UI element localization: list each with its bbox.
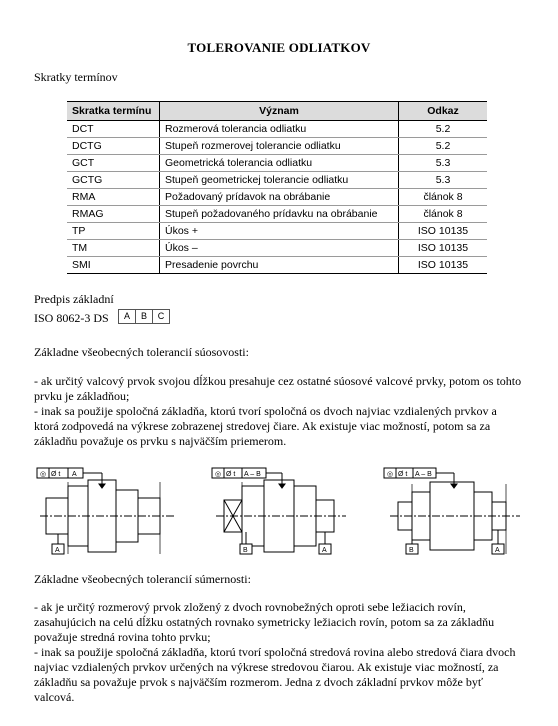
abbreviations-heading: Skratky termínov	[34, 70, 118, 84]
table-row	[67, 138, 487, 155]
term-meaning: Presadenie povrchu	[160, 257, 399, 274]
term-reference: 5.2	[399, 138, 488, 155]
table-row	[67, 121, 487, 138]
coaxiality-diagram-2	[206, 462, 356, 558]
table-row	[67, 223, 487, 240]
datum-letter: A	[119, 310, 136, 323]
abbreviations-table	[67, 101, 487, 274]
term-reference: ISO 10135	[399, 257, 488, 274]
document-title: TOLEROVANIE ODLIATKOV	[187, 40, 371, 55]
term-reference: 5.3	[399, 155, 488, 172]
term-reference: článok 8	[399, 189, 488, 206]
column-header: Význam	[160, 102, 399, 121]
datum-label: B	[243, 547, 248, 554]
coaxial-heading: Základne všeobecných tolerancií súosovosti:	[34, 345, 249, 359]
frame-symbol: ◎	[215, 471, 222, 478]
term-meaning: Požadovaný prídavok na obrábanie	[160, 189, 399, 206]
term-reference: 5.3	[399, 172, 488, 189]
datum-label: A	[495, 547, 500, 554]
term-abbreviation: RMA	[67, 189, 160, 206]
term-meaning: Stupeň rozmerovej tolerancie odliatku	[160, 138, 399, 155]
table-row	[67, 155, 487, 172]
coaxial-paragraph-2: - inak sa použije spoločná základňa, ktorú tvorí spoločná os dvoch najviac vzdialených prvkov a ktorá zodpovedá na výkrese zobrazenej stredovej čiare. Ak existuje viac možností, potom sa za základňu považuje os prvku s najväčším priemerom.	[34, 404, 497, 448]
symmetry-paragraph-1: - ak je určitý rozmerový prvok zložený z dvoch rovnobežných oproti sebe ležiacich rovín, zasahujúcich na celú dĺžku ostatných rovnako symetricky ležiacich rovín, potom sa za základňu považuje stredná rovina tohto prvku;	[34, 600, 495, 644]
spec-heading: Predpis základní	[34, 292, 114, 306]
coaxiality-diagram-3	[376, 462, 526, 558]
table-row	[67, 172, 487, 189]
frame-datum: A	[72, 471, 77, 478]
frame-tolerance: Ø t	[226, 471, 236, 478]
frame-tolerance: Ø t	[51, 471, 61, 478]
frame-symbol: ◎	[40, 471, 47, 478]
table-row	[67, 240, 487, 257]
term-meaning: Geometrická tolerancia odliatku	[160, 155, 399, 172]
term-reference: ISO 10135	[399, 223, 488, 240]
term-meaning: Úkos –	[160, 240, 399, 257]
table-row	[67, 189, 487, 206]
term-reference: 5.2	[399, 121, 488, 138]
term-abbreviation: TM	[67, 240, 160, 257]
coaxiality-diagram-1	[36, 462, 186, 558]
term-meaning: Stupeň geometrickej tolerancie odliatku	[160, 172, 399, 189]
frame-datum: A – B	[244, 471, 261, 478]
table-row	[67, 206, 487, 223]
term-abbreviation: GCTG	[67, 172, 160, 189]
frame-datum: A – B	[415, 471, 432, 478]
term-abbreviation: RMAG	[67, 206, 160, 223]
term-meaning: Stupeň požadovaného prídavku na obrábanie	[160, 206, 399, 223]
datum-label: B	[409, 547, 414, 554]
term-abbreviation: TP	[67, 223, 160, 240]
symmetry-paragraph-2: - inak sa použije spoločná základňa, ktorú tvorí spoločná stredová rovina alebo stredová čiara dvoch najviac vzdialených prvkov určených na výkrese stredovou čiarou. Ak existuje viac možností, za základňu sa považuje prvok s najväčším rozmerom. Jedna z dvoch základní prvkov môže byť valcová.	[34, 645, 516, 704]
frame-symbol: ◎	[387, 471, 394, 478]
datum-letter: C	[157, 311, 165, 321]
datum-label: A	[322, 547, 327, 554]
term-abbreviation: GCT	[67, 155, 160, 172]
column-header: Odkaz	[399, 102, 488, 121]
table-header-row	[67, 102, 487, 121]
column-header: Skratka termínu	[67, 102, 160, 121]
spec-line: ISO 8062-3 DS	[34, 311, 109, 325]
datum-reference-box	[118, 309, 170, 324]
term-meaning: Úkos +	[160, 223, 399, 240]
frame-tolerance: Ø t	[398, 471, 408, 478]
coaxial-paragraph-1: - ak určitý valcový prvok svojou dĺžkou presahuje cez ostatné súosové valcové prvky, potom os tohto prvku je základňou;	[34, 374, 522, 403]
symmetry-heading: Základne všeobecných tolerancií súmernosti:	[34, 572, 251, 586]
term-abbreviation: SMI	[67, 257, 160, 274]
term-reference: ISO 10135	[399, 240, 488, 257]
term-reference: článok 8	[399, 206, 488, 223]
term-abbreviation: DCT	[67, 121, 160, 138]
datum-letter: B	[136, 310, 153, 323]
table-row	[67, 257, 487, 274]
datum-label: A	[55, 547, 60, 554]
term-abbreviation: DCTG	[67, 138, 160, 155]
table-body	[67, 121, 487, 274]
term-meaning: Rozmerová tolerancia odliatku	[160, 121, 399, 138]
